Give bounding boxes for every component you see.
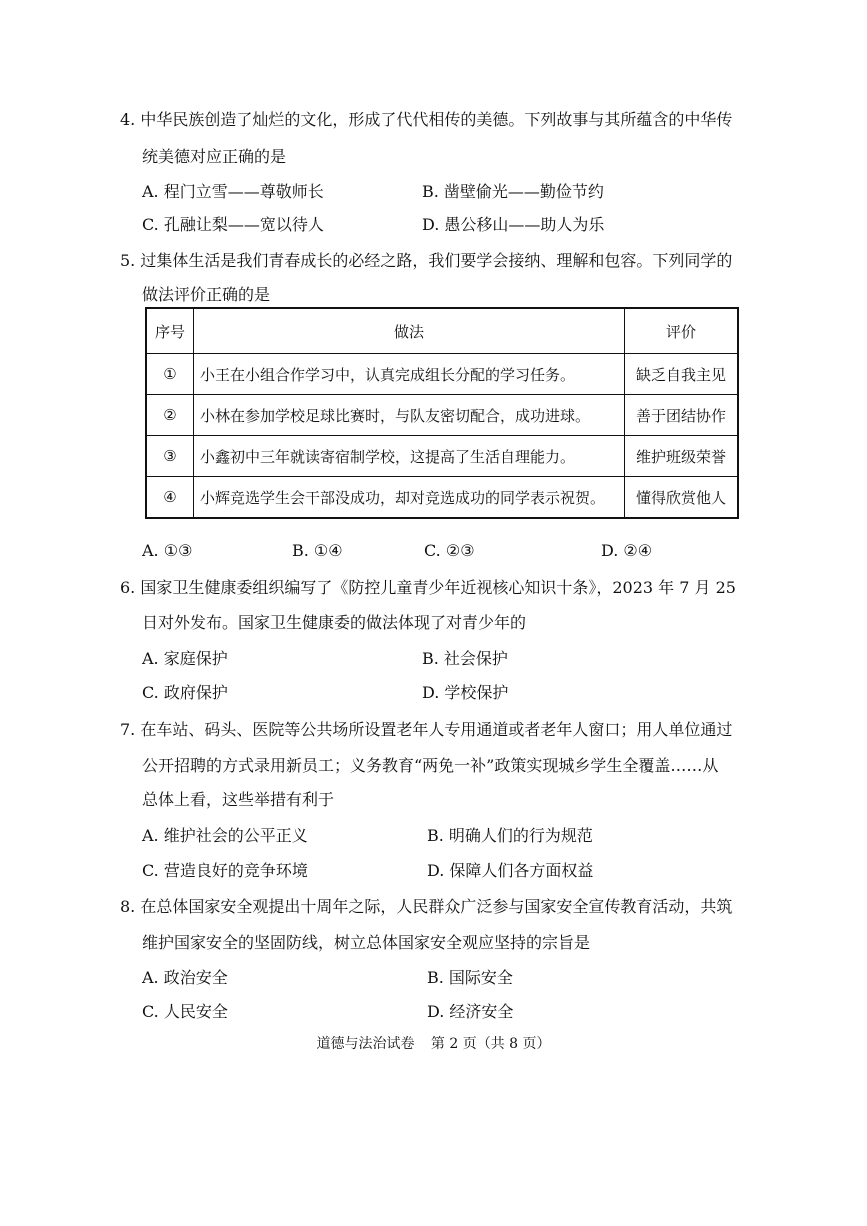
q7-stem-line2: 公开招聘的方式录用新员工；义务教育“两免一补”政策实现城乡学生全覆盖……从	[142, 756, 719, 775]
q4-option-d: D. 愚公移山——助人为乐	[422, 215, 605, 234]
table-header-cell: 做法	[194, 308, 625, 354]
q5-option-c: C. ②③	[424, 541, 475, 560]
q4-stem-line1: 4. 中华民族创造了灿烂的文化，形成了代代相传的美德。下列故事与其所蕴含的中华传	[120, 110, 733, 129]
q8-stem-line1: 8. 在总体国家安全观提出十周年之际，人民群众广泛参与国家安全宣传教育活动，共筑	[120, 897, 733, 916]
q7-stem-line1: 7. 在车站、码头、医院等公共场所设置老年人专用通道或者老年人窗口；用人单位通过	[120, 720, 733, 739]
table-row	[146, 395, 738, 436]
q6-stem-line1: 6. 国家卫生健康委组织编写了《防控儿童青少年近视核心知识十条》，2023 年 7 月 25	[120, 578, 736, 597]
q6-option-b: B. 社会保护	[422, 649, 508, 668]
table-cell-evaluation: 缺乏自我主见	[625, 354, 739, 395]
q6-stem-line2: 日对外发布。国家卫生健康委的做法体现了对青少年的	[142, 613, 527, 632]
q4-option-a: A. 程门立雪——尊敬师长	[142, 182, 324, 201]
table-row	[146, 354, 738, 395]
q4-option-c: C. 孔融让梨——宽以待人	[142, 215, 324, 234]
q4-stem-line2: 统美德对应正确的是	[142, 147, 287, 166]
evaluation-table	[145, 307, 739, 519]
q6-option-a: A. 家庭保护	[142, 649, 228, 668]
q6-option-c: C. 政府保护	[142, 683, 228, 702]
q8-option-d: D. 经济安全	[427, 1002, 514, 1021]
table-cell-action: 小辉竞选学生会干部没成功，却对竞选成功的同学表示祝贺。	[194, 477, 625, 519]
q4-option-b: B. 凿壁偷光——勤俭节约	[422, 182, 604, 201]
table-header-cell: 序号	[146, 308, 194, 354]
table-cell-number: ③	[146, 436, 194, 477]
q7-stem-line3: 总体上看，这些举措有利于	[142, 790, 335, 809]
table-cell-evaluation: 懂得欣赏他人	[625, 477, 739, 519]
table-cell-number: ②	[146, 395, 194, 436]
footer-subject: 道德与法治试卷	[316, 1036, 415, 1052]
table-header-cell: 评价	[625, 308, 739, 354]
q8-option-a: A. 政治安全	[142, 968, 228, 987]
q5-option-d: D. ②④	[601, 541, 653, 560]
table-cell-evaluation: 维护班级荣誉	[625, 436, 739, 477]
q8-option-b: B. 国际安全	[427, 968, 513, 987]
q7-option-b: B. 明确人们的行为规范	[427, 826, 593, 845]
table-cell-action: 小鑫初中三年就读寄宿制学校，这提高了生活自理能力。	[194, 436, 625, 477]
q7-option-a: A. 维护社会的公平正义	[142, 826, 308, 845]
table-cell-number: ④	[146, 477, 194, 519]
table-cell-action: 小林在参加学校足球比赛时，与队友密切配合，成功进球。	[194, 395, 625, 436]
q5-option-a: A. ①③	[142, 541, 193, 560]
q7-option-d: D. 保障人们各方面权益	[427, 861, 594, 880]
table-header-row	[146, 308, 738, 354]
q5-stem-line2: 做法评价正确的是	[142, 285, 271, 304]
footer-page-number: 第 2 页（共 8 页）	[430, 1036, 551, 1052]
table-row	[146, 436, 738, 477]
q8-option-c: C. 人民安全	[142, 1002, 228, 1021]
q6-option-d: D. 学校保护	[422, 683, 509, 702]
q7-option-c: C. 营造良好的竞争环境	[142, 861, 308, 880]
q5-stem-line1: 5. 过集体生活是我们青春成长的必经之路，我们要学会接纳、理解和包容。下列同学的	[120, 251, 733, 270]
table-cell-number: ①	[146, 354, 194, 395]
page-footer	[0, 1033, 867, 1053]
table-cell-action: 小王在小组合作学习中，认真完成组长分配的学习任务。	[194, 354, 625, 395]
table-row	[146, 477, 738, 519]
q8-stem-line2: 维护国家安全的坚固防线，树立总体国家安全观应坚持的宗旨是	[142, 933, 591, 952]
table-cell-evaluation: 善于团结协作	[625, 395, 739, 436]
q5-option-b: B. ①④	[292, 541, 343, 560]
